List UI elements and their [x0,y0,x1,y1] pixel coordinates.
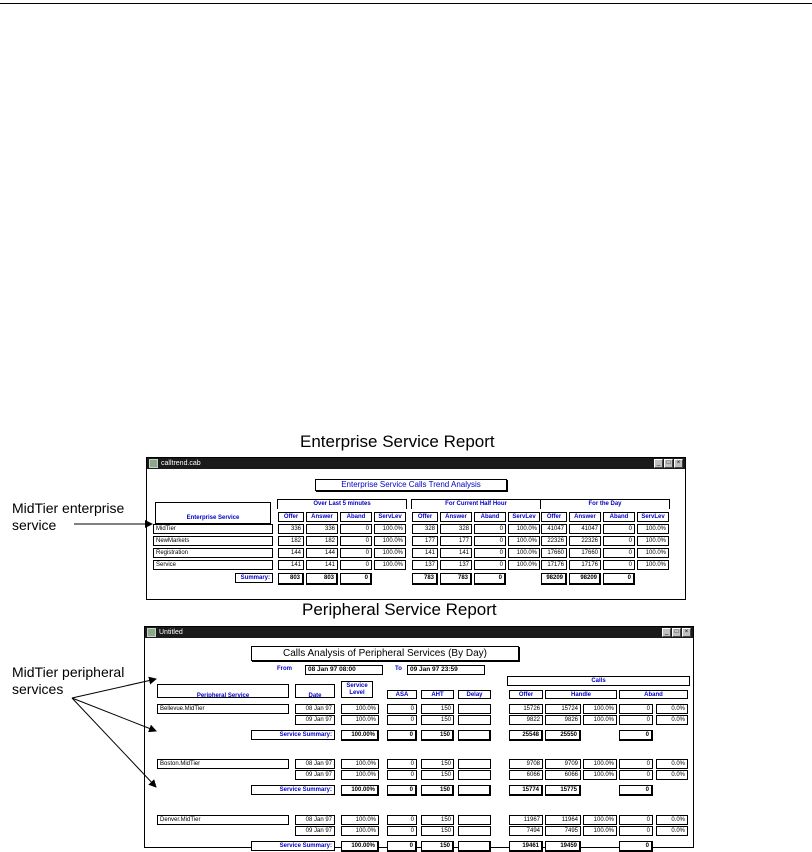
column-subheader: Answer [440,512,472,522]
data-cell: 177 [412,536,438,546]
enterprise-report-title: Enterprise Service Calls Trend Analysis [315,479,507,491]
data-cell: 0 [603,560,635,570]
date-cell: 08 Jan 97 [295,759,335,769]
maximize-icon[interactable]: □ [672,628,681,637]
handle-percent-cell: 100.0% [583,826,617,836]
summary-offer: 15774 [509,785,543,796]
column-subheader: ServLev [637,512,669,522]
column-subheader: Offer [412,512,438,522]
from-date-field[interactable]: 08 Jan 97 08:00 [305,665,383,675]
summary-label: Summary: [235,573,273,583]
time-group-header: For the Day [540,499,670,509]
data-cell: 0 [340,560,372,570]
handle-percent-cell: 100.0% [583,704,617,714]
asa-cell: 0 [387,815,417,825]
handle-cell: 6066 [545,770,581,780]
close-icon[interactable]: × [682,628,691,637]
delay-header: Delay [458,690,491,699]
column-subheader: Aband [603,512,635,522]
aband-cell: 0 [619,826,653,836]
data-cell: 22326 [569,536,601,546]
callout-peripheral: MidTier peripheral services [12,664,125,697]
column-subheader: Offer [278,512,304,522]
summary-offer: 25548 [509,730,543,741]
summary-aband: 0 [619,730,653,741]
peripheral-service-header: Peripheral Service [157,684,289,698]
data-cell: 0 [474,548,506,558]
window-title: Untitled [159,629,183,636]
summary-service-level: 100.00% [341,841,379,852]
data-cell: 182 [278,536,304,546]
data-cell: 100.0% [508,524,540,534]
data-cell: 0 [340,524,372,534]
summary-aht: 150 [421,841,454,852]
enterprise-service-header: Enterprise Service [155,502,271,524]
data-cell: 0 [474,560,506,570]
peripheral-pointer-3 [72,698,156,787]
aband-percent-cell: 0.0% [656,759,688,769]
summary-service-level: 100.00% [341,730,379,741]
peripheral-pointer-1 [72,679,156,698]
service-level-cell: 100.0% [341,815,379,825]
service-level-cell: 100.0% [341,704,379,714]
column-subheader: Offer [541,512,567,522]
data-cell: 41047 [541,524,567,534]
handle-percent-cell: 100.0% [583,715,617,725]
data-cell: 100.0% [374,560,406,570]
summary-cell: 0 [603,573,635,585]
summary-cell: 98209 [541,573,567,585]
handle-cell: 9709 [545,759,581,769]
time-group-header: Over Last 5 minutes [277,499,407,509]
aband-percent-cell: 0.0% [656,826,688,836]
maximize-icon[interactable]: □ [664,459,673,468]
data-cell: 17660 [541,548,567,558]
summary-cell: 783 [440,573,472,585]
data-cell: 100.0% [508,560,540,570]
data-cell: 100.0% [374,524,406,534]
summary-aht: 150 [421,730,454,741]
data-cell: 100.0% [374,548,406,558]
aband-percent-cell: 0.0% [656,770,688,780]
service-level-cell: 100.0% [341,759,379,769]
handle-cell: 11964 [545,815,581,825]
handle-cell: 9826 [545,715,581,725]
aband-header: Aband [619,690,688,699]
handle-percent-cell: 100.0% [583,815,617,825]
aband-cell: 0 [619,704,653,714]
data-cell: 141 [306,560,338,570]
offer-cell: 15726 [509,704,543,714]
aht-cell: 150 [421,715,454,725]
aband-cell: 0 [619,770,653,780]
asa-cell: 0 [387,715,417,725]
date-cell: 09 Jan 97 [295,826,335,836]
summary-cell: 803 [306,573,338,585]
data-cell: 0 [340,548,372,558]
data-cell: 141 [440,548,472,558]
data-cell: 141 [412,548,438,558]
data-cell: 137 [412,560,438,570]
summary-handle: 15775 [545,785,581,796]
offer-cell: 7494 [509,826,543,836]
data-cell: 0 [340,536,372,546]
data-cell: 328 [440,524,472,534]
time-group-header: For Current Half Hour [411,499,541,509]
enterprise-report-caption: Enterprise Service Report [300,432,495,451]
summary-aband: 0 [619,785,653,796]
service-summary-label: Service Summary: [251,841,335,851]
aband-cell: 0 [619,715,653,725]
date-cell: 09 Jan 97 [295,715,335,725]
aht-cell: 150 [421,704,454,714]
data-cell: 22326 [541,536,567,546]
data-cell: 336 [306,524,338,534]
date-cell: 08 Jan 97 [295,815,335,825]
offer-cell: 9708 [509,759,543,769]
summary-asa: 0 [387,730,417,741]
data-cell: 144 [306,548,338,558]
date-header: Date [295,684,335,698]
summary-asa: 0 [387,841,417,852]
aht-cell: 150 [421,826,454,836]
data-cell: 141 [278,560,304,570]
aht-cell: 150 [421,759,454,769]
peripheral-service-name[interactable]: Denver.MidTier [157,815,289,825]
data-cell: 0 [474,524,506,534]
peripheral-pointer-2 [72,698,156,731]
summary-aht: 150 [421,785,454,796]
service-level-cell: 100.0% [341,770,379,780]
enterprise-service-name[interactable]: NewMarkets [153,536,273,546]
summary-handle: 25550 [545,730,581,741]
data-cell: 144 [278,548,304,558]
aht-cell: 150 [421,815,454,825]
service-summary-label: Service Summary: [251,785,335,795]
offer-cell: 6066 [509,770,543,780]
handle-percent-cell: 100.0% [583,759,617,769]
summary-cell: 803 [278,573,304,585]
data-cell: 17176 [541,560,567,570]
column-subheader: Answer [569,512,601,522]
column-subheader: ServLev [374,512,406,522]
data-cell: 100.0% [508,536,540,546]
from-label: From [277,666,292,672]
summary-service-level: 100.00% [341,785,379,796]
enterprise-service-name[interactable]: Registration [153,548,273,558]
enterprise-service-name[interactable]: Service [153,560,273,570]
data-cell: 0 [603,536,635,546]
data-cell: 182 [306,536,338,546]
callout-enterprise: MidTier enterprise service [12,500,125,533]
column-subheader: ServLev [508,512,540,522]
asa-cell: 0 [387,759,417,769]
close-icon[interactable]: × [674,459,683,468]
aband-cell: 0 [619,815,653,825]
asa-cell: 0 [387,704,417,714]
data-cell: 0 [603,524,635,534]
data-cell: 0 [474,536,506,546]
data-cell: 17660 [569,548,601,558]
aband-percent-cell: 0.0% [656,815,688,825]
column-subheader: Aband [340,512,372,522]
summary-asa: 0 [387,785,417,796]
aband-percent-cell: 0.0% [656,715,688,725]
handle-cell: 15724 [545,704,581,714]
service-level-cell: 100.0% [341,715,379,725]
peripheral-service-name[interactable]: Bellevue.MidTier [157,704,289,714]
enterprise-service-name[interactable]: MidTier [153,524,273,534]
data-cell: 100.0% [637,524,669,534]
data-cell: 41047 [569,524,601,534]
date-cell: 08 Jan 97 [295,704,335,714]
minimize-icon[interactable]: _ [654,459,663,468]
data-cell: 100.0% [637,536,669,546]
column-subheader: Aband [474,512,506,522]
data-cell: 328 [412,524,438,534]
data-cell: 177 [440,536,472,546]
peripheral-report-title: Calls Analysis of Peripheral Services (By Day) [251,646,519,661]
handle-percent-cell: 100.0% [583,770,617,780]
data-cell: 336 [278,524,304,534]
asa-header: ASA [387,690,417,699]
data-cell: 100.0% [637,560,669,570]
to-date-field[interactable]: 09 Jan 97 23:59 [407,665,485,675]
summary-cell: 0 [474,573,506,585]
peripheral-service-name[interactable]: Boston.MidTier [157,759,289,769]
asa-cell: 0 [387,826,417,836]
data-cell: 100.0% [637,548,669,558]
aht-cell: 150 [421,770,454,780]
service-level-cell: 100.0% [341,826,379,836]
data-cell: 137 [440,560,472,570]
summary-handle: 19459 [545,841,581,852]
offer-cell: 9822 [509,715,543,725]
service-level-header: Service Level [341,681,373,698]
service-summary-label: Service Summary: [251,730,335,740]
data-cell: 0 [603,548,635,558]
asa-cell: 0 [387,770,417,780]
date-cell: 09 Jan 97 [295,770,335,780]
handle-cell: 7495 [545,826,581,836]
minimize-icon[interactable]: _ [662,628,671,637]
aband-percent-cell: 0.0% [656,704,688,714]
handle-header: Handle [545,690,617,699]
summary-cell: 98209 [569,573,601,585]
offer-header: Offer [509,690,543,699]
offer-cell: 11967 [509,815,543,825]
window-title: calltrend.cab [161,460,201,467]
data-cell: 17176 [569,560,601,570]
peripheral-report-caption: Peripheral Service Report [302,600,497,619]
summary-aband: 0 [619,841,653,852]
to-label: To [395,666,402,672]
aht-header: AHT [421,690,454,699]
summary-cell: 783 [412,573,438,585]
data-cell: 100.0% [374,536,406,546]
data-cell: 100.0% [508,548,540,558]
summary-cell: 0 [340,573,372,585]
summary-offer: 19461 [509,841,543,852]
aband-cell: 0 [619,759,653,769]
column-subheader: Answer [306,512,338,522]
calls-header: Calls [507,676,690,686]
